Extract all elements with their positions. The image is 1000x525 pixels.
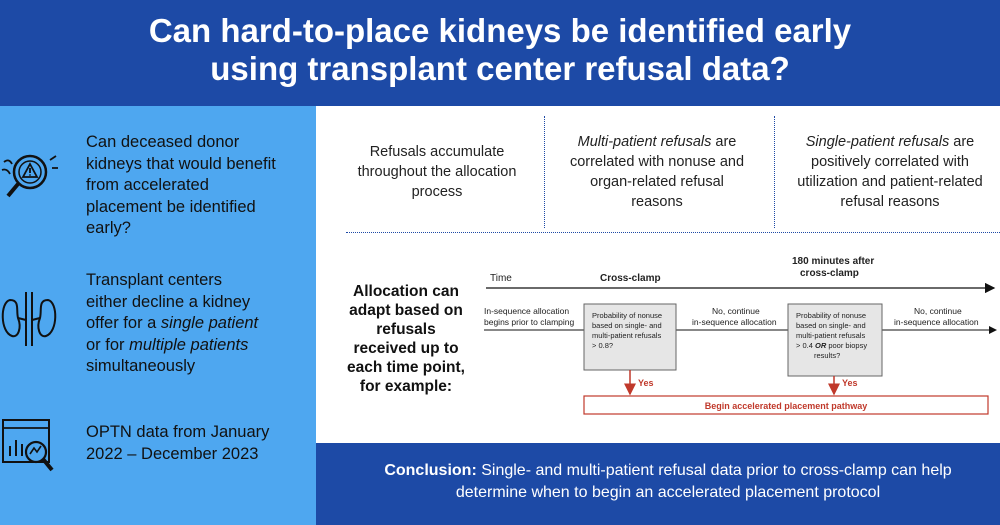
finding-single-patient [780, 132, 1000, 212]
findings-panel [316, 106, 1000, 443]
conclusion-line: determine when to begin an accelerated placement protocol [455, 484, 881, 501]
title-line-1: Can hard-to-place kidneys be identified early [148, 12, 852, 49]
text-line: either decline a kidney [86, 292, 251, 311]
text-fragment: offer for a [86, 314, 161, 332]
question-line: from accelerated [86, 176, 209, 194]
allocation-line: each time point, [347, 359, 465, 376]
multiple-patients-emphasis: multiple patients [129, 335, 249, 354]
column-divider [544, 116, 545, 228]
conclusion-line [336, 460, 1000, 482]
box1-line: > 0.8? [592, 341, 614, 350]
box2-line [796, 341, 867, 350]
accelerated-pathway-label: Begin accelerated placement pathway [704, 401, 868, 411]
start-label-2: begins prior to clamping [484, 317, 575, 327]
finding-accumulate [342, 142, 532, 202]
refusal-types-text [86, 270, 306, 378]
question-line: placement be identified [86, 197, 256, 216]
after-clamp-label-2: cross-clamp [800, 268, 859, 279]
allocation-line: refusals [376, 321, 436, 338]
yes-label-1: Yes [638, 378, 654, 388]
question-text [86, 132, 306, 240]
finding-line: utilization and patient-related [797, 174, 983, 190]
title-line-2: using transplant center refusal data? [210, 50, 790, 87]
box1-line: Probability of nonuse [592, 311, 663, 320]
box1-line: based on single- and [592, 321, 662, 330]
conclusion-banner [316, 443, 1000, 525]
box2-line: based on single- and [796, 321, 866, 330]
multi-patient-emphasis: Multi-patient refusals [577, 134, 712, 150]
text-line: Transplant centers [86, 271, 223, 289]
text-fragment: poor biopsy [826, 341, 868, 350]
allocation-line: Allocation can [353, 283, 459, 300]
allocation-flow-diagram [476, 252, 1000, 422]
finding-line: correlated with nonuse and [569, 154, 745, 170]
text-fragment: > 0.4 [796, 341, 815, 350]
continue-label-2b: in-sequence allocation [894, 317, 979, 327]
box2-line: multi-patient refusals [796, 331, 866, 340]
finding-line: reasons [631, 194, 683, 210]
finding-line [780, 132, 1000, 152]
allocation-line: for example: [359, 378, 453, 395]
continue-label-1b: in-sequence allocation [692, 317, 777, 327]
text-line [86, 313, 306, 335]
data-source-text [86, 422, 306, 465]
conclusion-label: Conclusion: [384, 462, 477, 479]
header-banner [0, 0, 1000, 106]
kidney-search-warning-icon [0, 144, 60, 204]
text-line: simultaneously [86, 357, 196, 375]
cross-clamp-label: Cross-clamp [600, 273, 661, 284]
question-line: Can deceased donor [86, 133, 240, 151]
question-line: early? [86, 219, 131, 237]
kidneys-icon [0, 288, 60, 348]
single-patient-emphasis: Single-patient refusals [805, 134, 950, 150]
continue-label-1a: No, continue [712, 306, 760, 316]
finding-line: refusal reasons [840, 194, 940, 210]
box2-line: Probability of nonuse [796, 311, 867, 320]
text-fragment: or for [86, 335, 130, 354]
finding-line: Refusals accumulate [369, 144, 505, 160]
continue-label-2a: No, continue [914, 306, 962, 316]
left-panel [0, 106, 316, 525]
allocation-label [336, 282, 476, 396]
single-patient-emphasis: single patient [160, 314, 259, 332]
finding-line: positively correlated with [811, 154, 969, 170]
finding-line: throughout the allocation [357, 164, 517, 180]
conclusion-text [336, 460, 1000, 504]
finding-line [550, 132, 764, 152]
box1-line: multi-patient refusals [592, 331, 662, 340]
text-fragment: are [711, 134, 737, 150]
finding-line: organ-related refusal [590, 174, 724, 190]
start-label-1: In-sequence allocation [484, 306, 570, 316]
text-fragment: Single- and multi-patient refusal data prior to cross-clamp can help [476, 462, 952, 479]
question-line: kidneys that would benefit [86, 154, 276, 173]
yes-label-2: Yes [842, 378, 858, 388]
finding-line: process [411, 184, 463, 200]
text-line: OPTN data from January [86, 423, 270, 441]
after-clamp-label-1: 180 minutes after [792, 256, 875, 267]
text-line [86, 335, 306, 357]
box2-line: results? [814, 351, 841, 360]
or-emphasis: OR [814, 341, 827, 350]
section-divider [346, 232, 1000, 233]
allocation-line: adapt based on [349, 302, 463, 319]
page-title [0, 12, 1000, 88]
data-analysis-icon [0, 416, 60, 476]
text-fragment: are [949, 134, 975, 150]
text-line: 2022 – December 2023 [86, 444, 259, 463]
allocation-line: received up to [353, 340, 459, 357]
time-label: Time [490, 273, 512, 284]
column-divider [774, 116, 775, 228]
finding-multi-patient [550, 132, 764, 212]
